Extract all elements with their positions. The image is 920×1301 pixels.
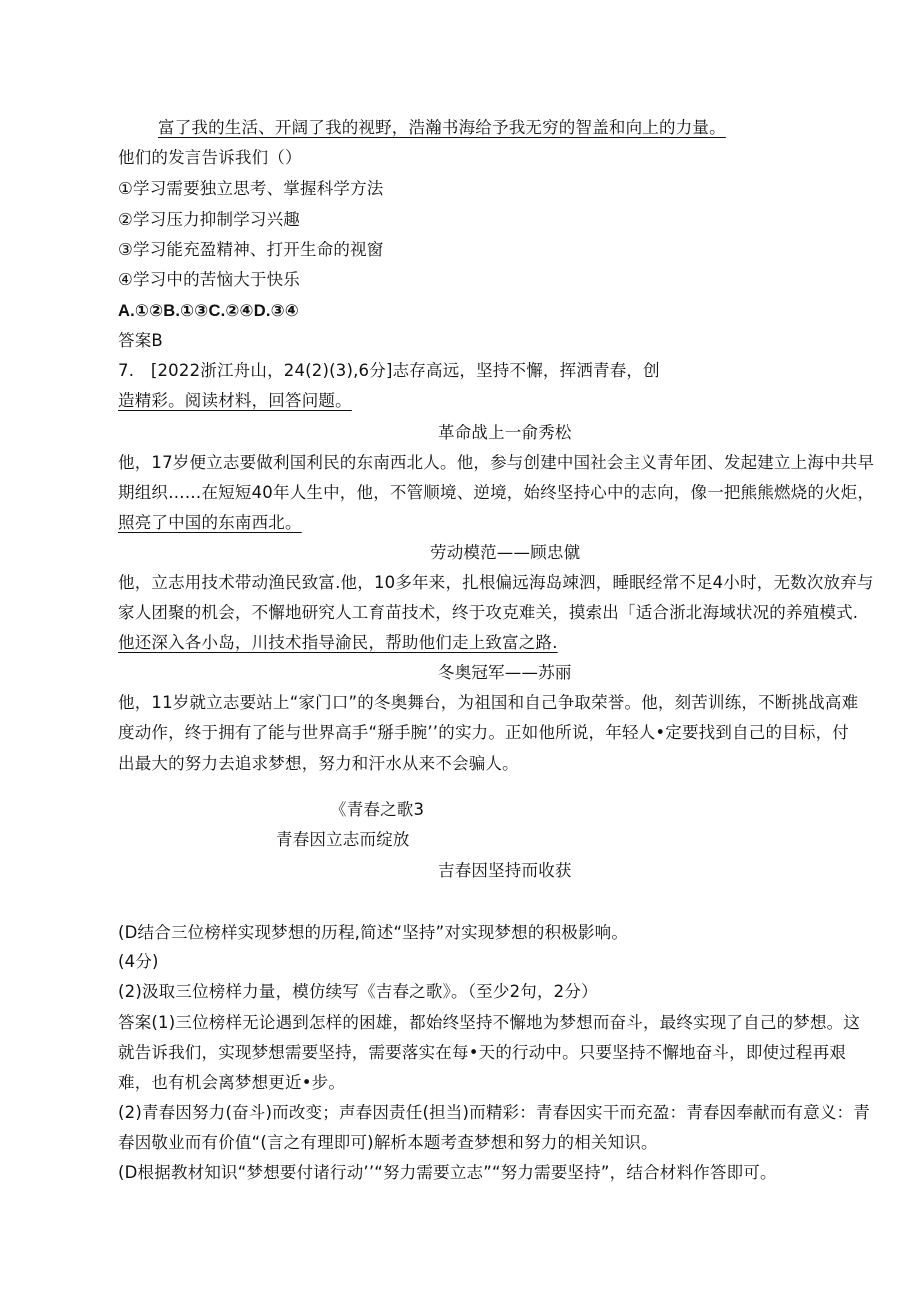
option-4: ④学习中的苦恼大于快乐	[118, 270, 300, 289]
option-1: ①学习需要独立思考、掌握科学方法	[118, 179, 384, 198]
question-7-header: 7. [2022浙江舟山，24(2)(3),6分]志存高远，坚持不懈，挥洒青春，创	[118, 361, 660, 380]
role-model-3-line: 他，11岁就立志要站上“家门口”的冬奥舞台，为祖国和自己争取荣誉。他，刻苦训练，不断挑战高难	[118, 693, 859, 712]
answer-choices: A.①②B.①③C.②④D.③④	[118, 302, 299, 320]
sub-question-1: (D结合三位榜样实现梦想的历程,简述“坚持”对实现梦想的积极影响。	[118, 923, 629, 942]
role-model-3-line: 度动作，终于拥有了能与世界高手“掰手腕’’的实力。正如他所说，年轻人•定要找到自己的目标，付	[118, 723, 849, 742]
role-model-1-line: 照亮了中国的东南西北。	[118, 513, 302, 532]
answer-line: 答案B	[118, 331, 163, 350]
role-model-2-line: 他，立志用技术带动渔民致富.他，10多年来，扎根偏远海岛竦泗，睡眠经常不足4小时，无数次放弃与	[118, 573, 874, 592]
previous-material-continuation: 富了我的生活、开阔了我的视野，浩瀚书海给予我无穷的智盖和向上的力量。	[158, 118, 726, 137]
role-model-2-title: 劳动模范——顾忠僦	[430, 543, 581, 562]
role-model-3-title: 冬奥冠军——苏丽	[438, 663, 572, 682]
role-model-1-line: 他，17岁便立志要做利国利民的东南西北人。他，参与创建中国社会主义青年团、发起建立上海中共早	[118, 453, 875, 472]
sub-question-2: (2)汲取三位榜样力量，模仿续写《吉春之歌》。（至少2句，2分）	[118, 982, 598, 1001]
question-stem: 他们的发言告诉我们（）	[118, 148, 302, 167]
poem-line-2: 吉春因坚持而收获	[438, 861, 572, 880]
sub-question-1-score: (4分)	[118, 952, 159, 971]
answer-text-line: 答案(1)三位榜样无论遇到怎样的困雄，都始终坚持不懈地为梦想而奋斗，最终实现了自己的梦想。这	[118, 1013, 861, 1032]
option-2: ②学习压力抑制学习兴趣	[118, 210, 300, 229]
question-7-instruction: 造精彩。阅读材料，回答问题。	[118, 391, 352, 410]
role-model-1-title: 革命战上一俞秀松	[438, 423, 572, 442]
role-model-3-line: 出最大的努力去追求梦想，努力和汗水从来不会骗人。	[118, 754, 519, 773]
role-model-2-line: 他还深入各小岛，川技术指导渝民，帮助他们走上致富之路.	[118, 633, 558, 652]
poem-title: 《青春之歌3	[330, 800, 425, 819]
role-model-1-line: 期组织……在短短40年人生中，他，不管顺境、逆境，始终坚持心中的志向，像一把熊熊燃烧的火炬，	[118, 483, 875, 502]
option-3: ③学习能充盈精神、打开生命的视窗	[118, 240, 384, 259]
answer-text-line: (D根据教材知识“梦想要付诸行动’’“努力需要立志”“努力需要坚持”，结合材料作答即可。	[118, 1163, 777, 1182]
answer-text-line: 春因敬业而有价值“(言之有理即可)解析本题考查梦想和努力的相关知识。	[118, 1133, 658, 1152]
answer-text-line: 就告诉我们，实现梦想需要坚持，需要落实在每•天的行动中。只要坚持不懈地奋斗，即使过程再艰	[118, 1043, 847, 1062]
role-model-2-line: 家人团聚的机会，不懈地研究人工育苗技术，终于攻克难关，摸索出「适合浙北海域状况的养殖模式.	[118, 603, 859, 622]
answer-text-line: 难，也有机会离梦想更近•步。	[118, 1073, 346, 1092]
poem-line-1: 青春因立志而绽放	[276, 830, 410, 849]
answer-text-line: (2)青春因努力(奋斗)而改变；声春因责任(担当)而精彩：青春因实干而充盈：青春因奉献而有意义：青	[118, 1103, 870, 1122]
